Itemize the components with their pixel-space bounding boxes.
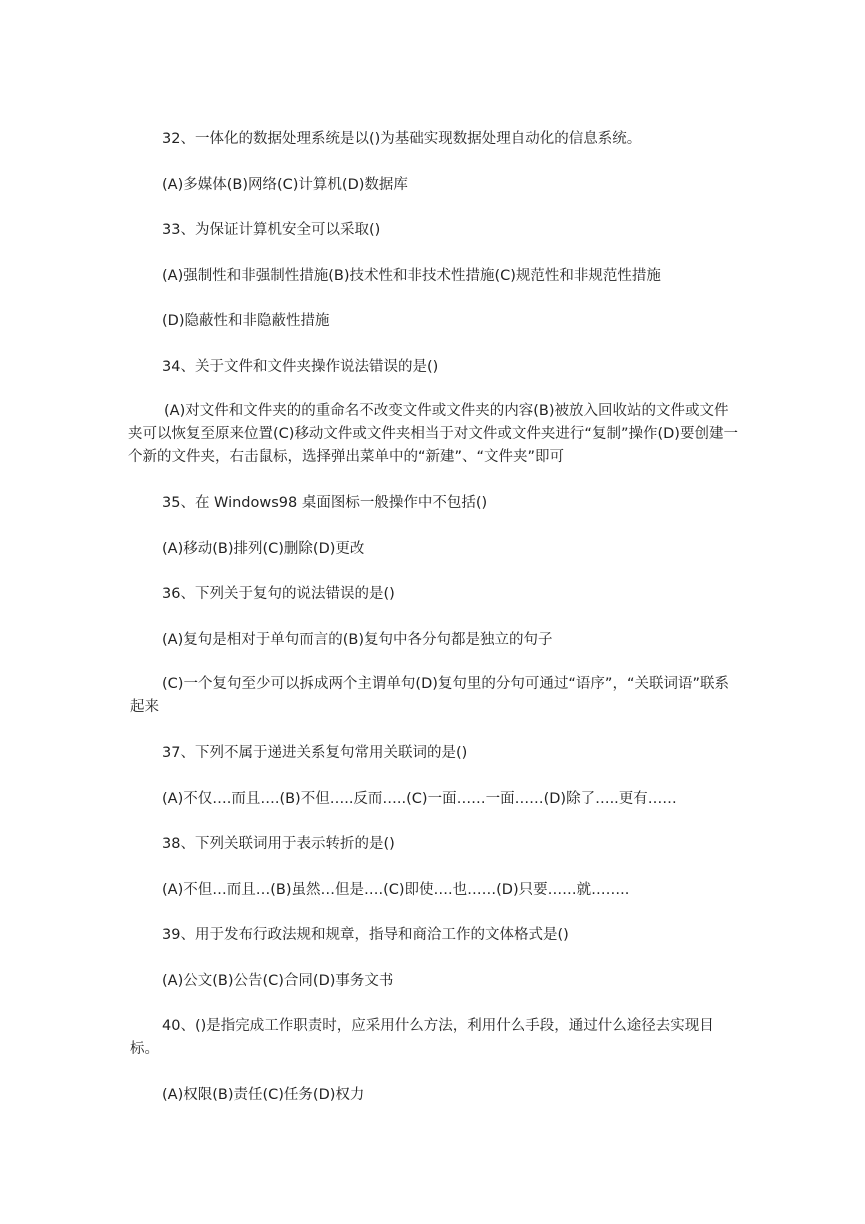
question-39-options: (A)公文(B)公告(C)合同(D)事务文书 xyxy=(162,973,394,989)
question-32-options: (A)多媒体(B)网络(C)计算机(D)数据库 xyxy=(162,177,408,193)
question-34: 34、关于文件和文件夹操作说法错误的是() xyxy=(162,359,439,375)
question-33: 33、为保证计算机安全可以采取() xyxy=(162,222,381,238)
question-40-options: (A)权限(B)责任(C)任务(D)权力 xyxy=(162,1087,365,1103)
question-38-options: (A)不但…而且…(B)虽然…但是….(C)即使….也……(D)只要……就…….. xyxy=(162,882,630,898)
question-39: 39、用于发布行政法规和规章，指导和商洽工作的文体格式是() xyxy=(162,927,569,943)
question-37: 37、下列不属于递进关系复句常用关联词的是() xyxy=(162,745,468,761)
question-37-options: (A)不仅….而且….(B)不但…..反而…..(C)一面……一面……(D)除了…..更有…… xyxy=(162,791,677,807)
question-33-options-a-c: (A)强制性和非强制性措施(B)技术性和非技术性措施(C)规范性和非规范性措施 xyxy=(162,268,661,284)
question-40: 40、()是指完成工作职责时，应采用什么方法，利用什么手段，通过什么途径去实现目标。 xyxy=(130,1018,714,1057)
question-36-options-c-d: (C)一个复句至少可以拆成两个主谓单句(D)复句里的分句可通过“语序”，“关联词语”联系起来 xyxy=(130,676,729,715)
question-34-options: (A)对文件和文件夹的的重命名不改变文件或文件夹的内容(B)被放入回收站的文件或文件夹可以恢复至原来位置(C)移动文件或文件夹相当于对文件或文件夹进行“复制”操作(D)要创建一个新的文件夹，右击鼠标，选择弹出菜单中的“新建”、“文件夹”即可 xyxy=(128,403,738,465)
question-32: 32、一体化的数据处理系统是以()为基础实现数据处理自动化的信息系统。 xyxy=(162,131,642,147)
question-35: 35、在 Windows98 桌面图标一般操作中不包括() xyxy=(162,495,488,511)
question-36: 36、下列关于复句的说法错误的是() xyxy=(162,586,395,602)
question-33-option-d: (D)隐蔽性和非隐蔽性措施 xyxy=(162,313,330,329)
question-36-options-a-b: (A)复句是相对于单句而言的(B)复句中各分句都是独立的句子 xyxy=(162,632,553,648)
question-35-options: (A)移动(B)排列(C)删除(D)更改 xyxy=(162,541,365,557)
question-38: 38、下列关联词用于表示转折的是() xyxy=(162,836,395,852)
